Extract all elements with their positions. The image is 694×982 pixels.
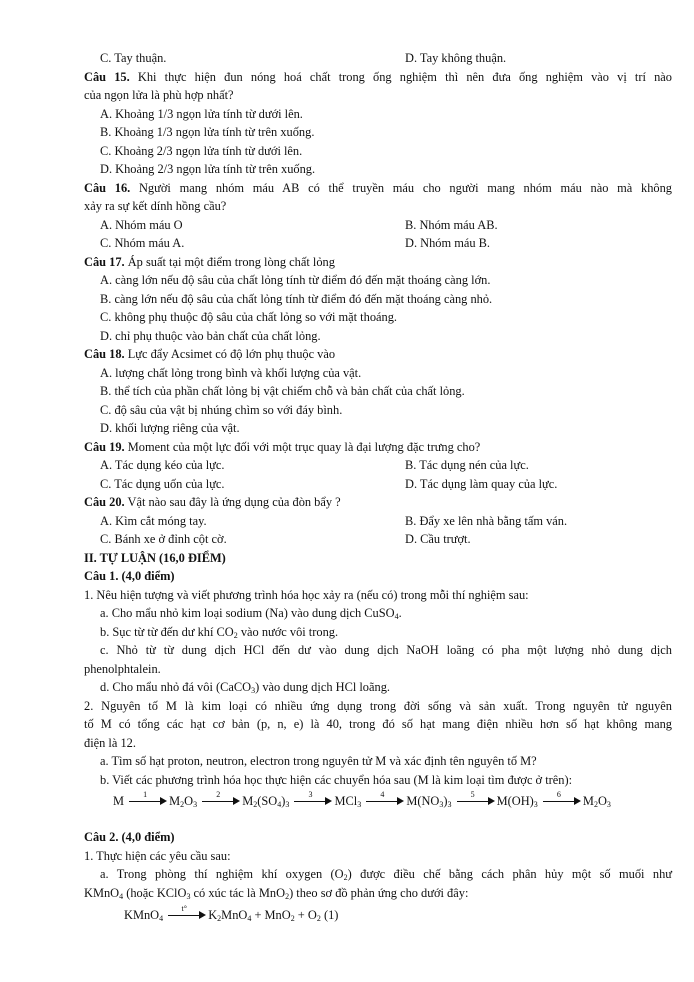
q15-stem-line2: của ngọn lửa là phù hợp nhất? (84, 88, 234, 102)
eq-product-1: K (208, 908, 218, 922)
chain-arrow-label: 3 (308, 790, 313, 799)
subscript: 3 (439, 800, 444, 809)
subscript: 2 (285, 892, 290, 901)
subscript: 3 (357, 800, 362, 809)
chain-arrow-label: 6 (556, 790, 561, 799)
subscript: 4 (277, 800, 282, 809)
q20-stem-text: Vật nào sau đây là ứng dụng của đòn bẩy ? (127, 495, 341, 509)
q17-option-a: A. càng lớn nếu độ sâu của chất lỏng tính từ điểm đó đến mặt thoáng càng lớn. (100, 273, 491, 287)
chain-species-m: M (113, 794, 125, 808)
q15-stem (84, 69, 672, 85)
chain-arrow-3 (294, 790, 332, 807)
essay2-item-a-pre: a. Trong phòng thí nghiệm khí oxygen (O (100, 867, 344, 881)
subscript: 3 (251, 686, 256, 695)
essay1-part2-item-a: a. Tìm số hạt proton, neutron, electron trong nguyên tử M và xác định tên nguyên tố M? (100, 754, 537, 768)
subscript: 3 (606, 800, 611, 809)
q18-stem-text: Lực đẩy Acsimet có độ lớn phụ thuộc vào (127, 347, 336, 361)
q16-stem-line2: xảy ra sự kết dính hồng cầu? (84, 199, 227, 213)
q16-option-b: B. Nhóm máu AB. (405, 218, 498, 232)
essay2-text: (hoặc KClO (123, 886, 187, 900)
q17-stem (84, 254, 335, 270)
chain-species-oxide: M (169, 794, 181, 808)
q19-option-a: A. Tác dụng kéo của lực. (100, 458, 225, 472)
q19-option-d: D. Tác dụng làm quay của lực. (405, 477, 558, 491)
eq-product-2: + MnO (251, 908, 291, 922)
q19-number: Câu 19. (84, 440, 125, 454)
essay2-title: Câu 2. (4,0 điểm) (84, 830, 175, 844)
q16-option-a: A. Nhóm máu O (100, 218, 183, 232)
q14-option-c: C. Tay thuận. (100, 51, 167, 65)
chain-arrow-label: 4 (380, 790, 385, 799)
essay1-item-b (100, 624, 338, 640)
essay1-part2-line1: 2. Nguyên tố M là kim loại có nhiều ứng dụng trong đời sống và sản xuất. Trong nguyên tử nguyên (84, 699, 672, 713)
subscript: 2 (253, 800, 258, 809)
q15-stem-line1: Khi thực hiện đun nóng hoá chất trong ống nghiệm thì nên đưa ống nghiệm vào vị trí nào (137, 70, 672, 84)
q18-stem (84, 346, 335, 362)
subscript: 4 (119, 892, 124, 901)
q15-option-c: C. Khoảng 2/3 ngọn lửa tính từ dưới lên. (100, 144, 303, 158)
chain-arrow-6 (543, 790, 581, 807)
q20-option-d: D. Cầu trượt. (405, 532, 471, 546)
eq-product-3: + O (294, 908, 317, 922)
q15-option-a: A. Khoảng 1/3 ngọn lửa tính từ dưới lên. (100, 107, 303, 121)
q18-number: Câu 18. (84, 347, 125, 361)
eq-condition: t° (181, 904, 187, 913)
q18-option-b: B. thể tích của phần chất lỏng bị vật chiếm chỗ và bản chất của chất lỏng. (100, 384, 465, 398)
q19-option-c: C. Tác dụng uốn của lực. (100, 477, 225, 491)
chain-arrow-4 (366, 790, 404, 807)
q15-option-b: B. Khoảng 1/3 ngọn lửa tính từ trên xuống. (100, 125, 315, 139)
chain-arrow-1 (129, 790, 167, 807)
subscript: 2 (290, 914, 295, 923)
essay1-item-c-line1: c. Nhỏ từ từ dung dịch HCl đến dư vào dung dịch NaOH loãng có pha một lượng nhỏ dung dịch (100, 643, 672, 657)
q16-stem-line1: Người mang nhóm máu AB có thể truyền máu cho người mang nhóm máu nào mà không (138, 181, 672, 195)
part2-heading: II. TỰ LUẬN (16,0 ĐIỂM) (84, 551, 226, 565)
q16-number: Câu 16. (84, 181, 131, 195)
essay1-part1: 1. Nêu hiện tượng và viết phương trình hóa học xảy ra (nếu có) trong mỗi thí nghiệm sau: (84, 588, 529, 602)
chain-arrow-label: 2 (216, 790, 221, 799)
subscript: 2 (593, 800, 598, 809)
chem-kmno4: KMnO (84, 886, 120, 900)
essay2-text: ) theo sơ đồ phản ứng cho dưới đây: (289, 886, 469, 900)
essay2-text: có xúc tác là MnO (190, 886, 286, 900)
eq-tag: (1) (320, 908, 339, 922)
essay1-item-a-text: a. Cho mẩu nhỏ kim loại sodium (Na) vào dung dịch CuSO (100, 606, 395, 620)
q15-number: Câu 15. (84, 70, 130, 84)
essay1-item-b-end: vào nước vôi trong. (237, 625, 339, 639)
chain-arrow-label: 5 (470, 790, 475, 799)
q17-option-d: D. chỉ phụ thuộc vào bản chất của chất lỏng. (100, 329, 321, 343)
reaction-equation-1 (124, 904, 339, 923)
subscript: 2 (217, 914, 222, 923)
essay1-item-d (100, 679, 390, 695)
chain-arrow-5 (457, 790, 495, 807)
chain-arrow-label: 1 (143, 790, 148, 799)
q14-option-d: D. Tay không thuận. (405, 51, 507, 65)
essay1-title: Câu 1. (4,0 điểm) (84, 569, 175, 583)
essay1-item-a (100, 605, 402, 621)
eq-text: MnO (221, 908, 248, 922)
essay1-item-d-end: ) vào dung dịch HCl loãng. (255, 680, 390, 694)
subscript: 4 (247, 914, 252, 923)
q16-option-c: C. Nhóm máu A. (100, 236, 185, 250)
q16-option-d: D. Nhóm máu B. (405, 236, 491, 250)
q19-stem-text: Moment của một lực đối với một trục quay là đại lượng đặc trưng cho? (127, 440, 481, 454)
q17-stem-text: Áp suất tại một điểm trong lòng chất lỏng (127, 255, 335, 269)
chain-species-sulfate: M (242, 794, 254, 808)
q18-option-c: C. độ sâu của vật bị nhúng chìm so với đáy bình. (100, 403, 343, 417)
essay1-item-a-end: . (398, 606, 402, 620)
q16-stem (84, 180, 672, 196)
chain-species-oxide-final: M (582, 794, 594, 808)
q17-number: Câu 17. (84, 255, 125, 269)
chain-text: O (184, 794, 194, 808)
q17-option-c: C. không phụ thuộc độ sâu của chất lỏng so với mặt thoáng. (100, 310, 398, 324)
essay2-item-a-line1 (100, 866, 672, 882)
q20-option-a: A. Kìm cắt móng tay. (100, 514, 207, 528)
reaction-chain (113, 790, 611, 809)
subscript: 4 (159, 914, 164, 923)
essay1-item-b-text: b. Sục từ từ đến dư khí CO (100, 625, 234, 639)
subscript: 2 (316, 914, 321, 923)
essay1-item-c-line2: phenolphtalein. (84, 662, 161, 676)
q20-option-b: B. Đẩy xe lên nhà bằng tấm ván. (405, 514, 568, 528)
subscript: 3 (186, 892, 191, 901)
subscript: 2 (180, 800, 185, 809)
essay1-part2-line2: tố M có tổng các hạt cơ bản (p, n, e) là 40, trong đó số hạt mang điện nhiều hơn số hạt không mang (84, 717, 672, 731)
subscript: 4 (394, 612, 399, 621)
q17-option-b: B. càng lớn nếu độ sâu của chất lỏng tính từ điểm đó đến mặt thoáng càng nhỏ. (100, 292, 493, 306)
q15-option-d: D. Khoảng 2/3 ngọn lửa tính từ trên xuống. (100, 162, 316, 176)
chain-arrow-2 (202, 790, 240, 807)
chain-species-hydroxide: M(OH) (496, 794, 534, 808)
chain-text: (SO (257, 794, 278, 808)
essay2-part1: 1. Thực hiện các yêu cầu sau: (84, 849, 231, 863)
subscript: 3 (285, 800, 290, 809)
q18-option-d: D. khối lượng riêng của vật. (100, 421, 240, 435)
chain-species-nitrate: M(NO (406, 794, 440, 808)
subscript: 3 (193, 800, 198, 809)
chain-species-chloride: MCl (334, 794, 358, 808)
essay1-part2-item-b: b. Viết các phương trình hóa học thực hiện các chuyển hóa sau (M là kim loại tìm được ở trên): (100, 773, 573, 787)
chain-text: ) (443, 794, 448, 808)
eq-arrow (168, 904, 206, 921)
chain-text: ) (281, 794, 286, 808)
q20-option-c: C. Bánh xe ở đỉnh cột cờ. (100, 532, 227, 546)
q19-option-b: B. Tác dụng nén của lực. (405, 458, 529, 472)
essay1-part2-line3: điện là 12. (84, 736, 136, 750)
essay1-item-d-text: d. Cho mẩu nhỏ đá vôi (CaCO (100, 680, 252, 694)
q20-number: Câu 20. (84, 495, 125, 509)
subscript: 2 (233, 631, 238, 640)
eq-reactant: KMnO (124, 908, 160, 922)
q19-stem (84, 439, 480, 455)
essay2-item-a-post: ) được điều chế bằng cách phân hủy một số muối như (347, 867, 672, 881)
subscript: 3 (533, 800, 538, 809)
subscript: 3 (447, 800, 452, 809)
chain-text: O (597, 794, 607, 808)
q20-stem (84, 494, 341, 510)
q18-option-a: A. lượng chất lỏng trong bình và khối lượng của vật. (100, 366, 362, 380)
essay2-item-a-line2 (84, 885, 468, 901)
subscript: 2 (343, 873, 348, 882)
